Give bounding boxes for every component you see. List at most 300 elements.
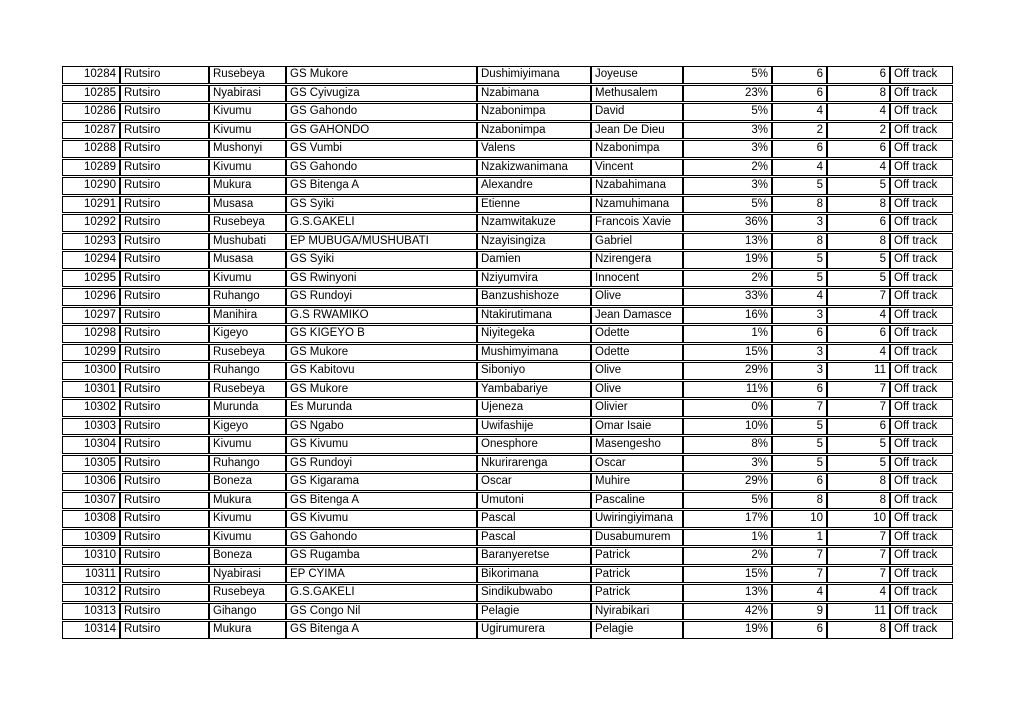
cell-district: Rutsiro	[120, 140, 209, 158]
cell-district: Rutsiro	[120, 177, 209, 195]
cell-score1: 2	[772, 122, 827, 140]
cell-surname: Onesphore	[477, 436, 591, 454]
cell-status: Off track	[890, 362, 953, 380]
cell-firstname: Nzamuhimana	[591, 196, 683, 214]
cell-district: Rutsiro	[120, 547, 209, 565]
cell-firstname: Pascaline	[591, 492, 683, 510]
cell-sector: Boneza	[209, 547, 286, 565]
table-row	[62, 381, 953, 399]
cell-sector: Mukura	[209, 621, 286, 639]
cell-score1: 8	[772, 196, 827, 214]
cell-district: Rutsiro	[120, 473, 209, 491]
cell-status: Off track	[890, 177, 953, 195]
cell-firstname: Francois Xavie	[591, 214, 683, 232]
cell-percent: 10%	[683, 418, 772, 436]
cell-id: 10295	[62, 270, 120, 288]
table-row	[62, 270, 953, 288]
cell-status: Off track	[890, 270, 953, 288]
cell-firstname: Dusabumurem	[591, 529, 683, 547]
cell-school: GS Kivumu	[286, 510, 477, 528]
cell-sector: Boneza	[209, 473, 286, 491]
cell-surname: Baranyeretse	[477, 547, 591, 565]
cell-id: 10314	[62, 621, 120, 639]
cell-percent: 42%	[683, 603, 772, 621]
table-row	[62, 436, 953, 454]
cell-surname: Pascal	[477, 529, 591, 547]
cell-id: 10291	[62, 196, 120, 214]
cell-school: GS Mukore	[286, 344, 477, 362]
cell-id: 10301	[62, 381, 120, 399]
cell-firstname: Nzabahimana	[591, 177, 683, 195]
cell-district: Rutsiro	[120, 103, 209, 121]
cell-status: Off track	[890, 122, 953, 140]
cell-district: Rutsiro	[120, 566, 209, 584]
cell-score2: 5	[827, 177, 890, 195]
cell-id: 10289	[62, 159, 120, 177]
cell-district: Rutsiro	[120, 159, 209, 177]
cell-school: GS Bitenga A	[286, 621, 477, 639]
cell-score1: 8	[772, 233, 827, 251]
cell-sector: Kivumu	[209, 529, 286, 547]
cell-school: GS Vumbi	[286, 140, 477, 158]
cell-sector: Rusebeya	[209, 381, 286, 399]
cell-firstname: Olive	[591, 288, 683, 306]
cell-firstname: Patrick	[591, 566, 683, 584]
cell-score1: 3	[772, 214, 827, 232]
cell-sector: Mushubati	[209, 233, 286, 251]
cell-district: Rutsiro	[120, 362, 209, 380]
cell-district: Rutsiro	[120, 325, 209, 343]
cell-district: Rutsiro	[120, 399, 209, 417]
cell-score2: 8	[827, 492, 890, 510]
cell-score2: 5	[827, 251, 890, 269]
cell-surname: Nzakizwanimana	[477, 159, 591, 177]
cell-id: 10292	[62, 214, 120, 232]
cell-status: Off track	[890, 584, 953, 602]
table-row	[62, 529, 953, 547]
cell-status: Off track	[890, 196, 953, 214]
cell-percent: 23%	[683, 85, 772, 103]
cell-status: Off track	[890, 325, 953, 343]
cell-school: GS Gahondo	[286, 529, 477, 547]
cell-score2: 7	[827, 529, 890, 547]
cell-sector: Rusebeya	[209, 584, 286, 602]
cell-status: Off track	[890, 621, 953, 639]
cell-school: GS Bitenga A	[286, 177, 477, 195]
cell-id: 10307	[62, 492, 120, 510]
cell-percent: 5%	[683, 492, 772, 510]
table-row	[62, 492, 953, 510]
cell-score2: 6	[827, 325, 890, 343]
cell-school: GS Gahondo	[286, 159, 477, 177]
table-body	[62, 66, 953, 639]
cell-status: Off track	[890, 547, 953, 565]
table-row	[62, 362, 953, 380]
cell-school: GS Gahondo	[286, 103, 477, 121]
cell-surname: Pascal	[477, 510, 591, 528]
cell-score2: 7	[827, 381, 890, 399]
cell-district: Rutsiro	[120, 603, 209, 621]
cell-sector: Kivumu	[209, 159, 286, 177]
cell-status: Off track	[890, 307, 953, 325]
cell-score2: 5	[827, 455, 890, 473]
cell-district: Rutsiro	[120, 418, 209, 436]
cell-district: Rutsiro	[120, 85, 209, 103]
cell-sector: Kivumu	[209, 436, 286, 454]
cell-firstname: Pelagie	[591, 621, 683, 639]
cell-score2: 6	[827, 140, 890, 158]
cell-status: Off track	[890, 603, 953, 621]
cell-sector: Kivumu	[209, 103, 286, 121]
cell-sector: Manihira	[209, 307, 286, 325]
cell-surname: Alexandre	[477, 177, 591, 195]
cell-sector: Kigeyo	[209, 418, 286, 436]
cell-district: Rutsiro	[120, 270, 209, 288]
cell-school: GS Rugamba	[286, 547, 477, 565]
cell-surname: Niyitegeka	[477, 325, 591, 343]
cell-firstname: Gabriel	[591, 233, 683, 251]
cell-score1: 10	[772, 510, 827, 528]
cell-status: Off track	[890, 251, 953, 269]
cell-percent: 1%	[683, 529, 772, 547]
table-row	[62, 584, 953, 602]
cell-surname: Etienne	[477, 196, 591, 214]
cell-status: Off track	[890, 214, 953, 232]
cell-district: Rutsiro	[120, 307, 209, 325]
cell-score1: 1	[772, 529, 827, 547]
cell-status: Off track	[890, 436, 953, 454]
cell-school: GS Ngabo	[286, 418, 477, 436]
cell-firstname: Nyirabikari	[591, 603, 683, 621]
cell-score1: 5	[772, 418, 827, 436]
cell-status: Off track	[890, 399, 953, 417]
cell-score1: 5	[772, 436, 827, 454]
cell-school: G.S.GAKELI	[286, 214, 477, 232]
cell-score2: 4	[827, 344, 890, 362]
cell-id: 10306	[62, 473, 120, 491]
cell-id: 10304	[62, 436, 120, 454]
cell-surname: Pelagie	[477, 603, 591, 621]
cell-percent: 17%	[683, 510, 772, 528]
cell-percent: 2%	[683, 547, 772, 565]
cell-district: Rutsiro	[120, 621, 209, 639]
cell-percent: 8%	[683, 436, 772, 454]
data-table-container	[62, 65, 953, 640]
cell-firstname: Oscar	[591, 455, 683, 473]
cell-score1: 5	[772, 270, 827, 288]
cell-sector: Rusebeya	[209, 214, 286, 232]
table-row	[62, 566, 953, 584]
cell-status: Off track	[890, 344, 953, 362]
cell-surname: Sindikubwabo	[477, 584, 591, 602]
cell-surname: Nkurirarenga	[477, 455, 591, 473]
cell-score2: 8	[827, 473, 890, 491]
cell-surname: Damien	[477, 251, 591, 269]
cell-score1: 6	[772, 473, 827, 491]
cell-id: 10297	[62, 307, 120, 325]
cell-percent: 5%	[683, 103, 772, 121]
cell-score2: 8	[827, 621, 890, 639]
cell-status: Off track	[890, 510, 953, 528]
cell-id: 10305	[62, 455, 120, 473]
cell-surname: Nziyumvira	[477, 270, 591, 288]
cell-score1: 7	[772, 547, 827, 565]
cell-surname: Nzamwitakuze	[477, 214, 591, 232]
cell-school: EP CYIMA	[286, 566, 477, 584]
cell-firstname: Odette	[591, 344, 683, 362]
cell-district: Rutsiro	[120, 436, 209, 454]
cell-score1: 7	[772, 399, 827, 417]
table-row	[62, 473, 953, 491]
table-row	[62, 547, 953, 565]
table-row	[62, 251, 953, 269]
cell-sector: Mushonyi	[209, 140, 286, 158]
cell-score1: 4	[772, 584, 827, 602]
cell-sector: Rusebeya	[209, 344, 286, 362]
cell-score2: 6	[827, 66, 890, 84]
cell-score2: 10	[827, 510, 890, 528]
table-row	[62, 159, 953, 177]
cell-sector: Kivumu	[209, 510, 286, 528]
cell-firstname: Vincent	[591, 159, 683, 177]
table-row	[62, 103, 953, 121]
cell-district: Rutsiro	[120, 122, 209, 140]
cell-sector: Nyabirasi	[209, 566, 286, 584]
cell-id: 10310	[62, 547, 120, 565]
cell-surname: Uwifashije	[477, 418, 591, 436]
cell-sector: Musasa	[209, 251, 286, 269]
table-row	[62, 325, 953, 343]
table-row	[62, 177, 953, 195]
cell-sector: Nyabirasi	[209, 85, 286, 103]
cell-score2: 4	[827, 159, 890, 177]
cell-status: Off track	[890, 418, 953, 436]
cell-score1: 4	[772, 103, 827, 121]
cell-id: 10308	[62, 510, 120, 528]
cell-score2: 6	[827, 214, 890, 232]
cell-percent: 36%	[683, 214, 772, 232]
cell-percent: 3%	[683, 177, 772, 195]
table-row	[62, 288, 953, 306]
cell-percent: 5%	[683, 196, 772, 214]
table-row	[62, 418, 953, 436]
cell-school: GS Kigarama	[286, 473, 477, 491]
cell-school: GS Mukore	[286, 66, 477, 84]
cell-district: Rutsiro	[120, 66, 209, 84]
cell-score2: 7	[827, 399, 890, 417]
cell-surname: Bikorimana	[477, 566, 591, 584]
cell-score1: 7	[772, 566, 827, 584]
cell-firstname: Jean Damasce	[591, 307, 683, 325]
cell-school: GS Syiki	[286, 196, 477, 214]
cell-district: Rutsiro	[120, 233, 209, 251]
cell-firstname: Methusalem	[591, 85, 683, 103]
cell-sector: Ruhango	[209, 455, 286, 473]
cell-score1: 6	[772, 381, 827, 399]
cell-score2: 4	[827, 307, 890, 325]
cell-school: GS Bitenga A	[286, 492, 477, 510]
cell-district: Rutsiro	[120, 492, 209, 510]
cell-score2: 5	[827, 436, 890, 454]
cell-score2: 2	[827, 122, 890, 140]
table-row	[62, 122, 953, 140]
cell-score2: 11	[827, 603, 890, 621]
cell-sector: Kigeyo	[209, 325, 286, 343]
cell-firstname: Joyeuse	[591, 66, 683, 84]
cell-district: Rutsiro	[120, 510, 209, 528]
cell-school: GS KIGEYO B	[286, 325, 477, 343]
cell-sector: Ruhango	[209, 362, 286, 380]
cell-id: 10285	[62, 85, 120, 103]
cell-status: Off track	[890, 529, 953, 547]
cell-firstname: Olive	[591, 362, 683, 380]
cell-status: Off track	[890, 381, 953, 399]
cell-school: GS Congo Nil	[286, 603, 477, 621]
table-row	[62, 196, 953, 214]
cell-id: 10284	[62, 66, 120, 84]
cell-firstname: Nzirengera	[591, 251, 683, 269]
cell-school: GS Rundoyi	[286, 455, 477, 473]
cell-district: Rutsiro	[120, 455, 209, 473]
cell-school: GS Mukore	[286, 381, 477, 399]
cell-sector: Mukura	[209, 177, 286, 195]
cell-surname: Umutoni	[477, 492, 591, 510]
cell-status: Off track	[890, 473, 953, 491]
cell-district: Rutsiro	[120, 529, 209, 547]
cell-score2: 4	[827, 103, 890, 121]
cell-school: GS Kabitovu	[286, 362, 477, 380]
table-row	[62, 66, 953, 84]
cell-percent: 13%	[683, 584, 772, 602]
cell-sector: Ruhango	[209, 288, 286, 306]
cell-firstname: Omar Isaie	[591, 418, 683, 436]
cell-district: Rutsiro	[120, 381, 209, 399]
cell-score2: 7	[827, 288, 890, 306]
cell-percent: 29%	[683, 473, 772, 491]
cell-score1: 3	[772, 344, 827, 362]
cell-score1: 4	[772, 288, 827, 306]
cell-firstname: Patrick	[591, 584, 683, 602]
cell-score1: 6	[772, 621, 827, 639]
cell-id: 10309	[62, 529, 120, 547]
cell-sector: Kivumu	[209, 122, 286, 140]
cell-surname: Oscar	[477, 473, 591, 491]
cell-score1: 5	[772, 251, 827, 269]
cell-surname: Mushimyimana	[477, 344, 591, 362]
cell-score2: 7	[827, 547, 890, 565]
cell-score1: 5	[772, 455, 827, 473]
cell-id: 10312	[62, 584, 120, 602]
cell-status: Off track	[890, 288, 953, 306]
table-row	[62, 621, 953, 639]
cell-status: Off track	[890, 492, 953, 510]
cell-score1: 5	[772, 177, 827, 195]
cell-score2: 11	[827, 362, 890, 380]
cell-score2: 8	[827, 196, 890, 214]
cell-percent: 16%	[683, 307, 772, 325]
cell-surname: Dushimiyimana	[477, 66, 591, 84]
cell-firstname: Muhire	[591, 473, 683, 491]
cell-school: EP MUBUGA/MUSHUBATI	[286, 233, 477, 251]
cell-school: G.S.GAKELI	[286, 584, 477, 602]
cell-firstname: Masengesho	[591, 436, 683, 454]
cell-school: GS Rundoyi	[286, 288, 477, 306]
cell-score1: 4	[772, 159, 827, 177]
cell-percent: 19%	[683, 621, 772, 639]
table-row	[62, 399, 953, 417]
cell-score2: 6	[827, 418, 890, 436]
cell-school: GS Syiki	[286, 251, 477, 269]
cell-firstname: Innocent	[591, 270, 683, 288]
cell-school: GS Cyivugiza	[286, 85, 477, 103]
cell-status: Off track	[890, 140, 953, 158]
cell-school: G.S RWAMIKO	[286, 307, 477, 325]
cell-percent: 2%	[683, 270, 772, 288]
cell-percent: 3%	[683, 455, 772, 473]
cell-score2: 8	[827, 85, 890, 103]
cell-id: 10300	[62, 362, 120, 380]
cell-percent: 19%	[683, 251, 772, 269]
cell-firstname: Uwiringiyimana	[591, 510, 683, 528]
cell-score1: 3	[772, 307, 827, 325]
cell-firstname: Patrick	[591, 547, 683, 565]
table-row	[62, 140, 953, 158]
cell-firstname: Nzabonimpa	[591, 140, 683, 158]
data-table	[62, 65, 953, 640]
cell-district: Rutsiro	[120, 251, 209, 269]
cell-status: Off track	[890, 566, 953, 584]
cell-firstname: Olivier	[591, 399, 683, 417]
cell-district: Rutsiro	[120, 344, 209, 362]
cell-percent: 2%	[683, 159, 772, 177]
cell-percent: 3%	[683, 122, 772, 140]
table-row	[62, 85, 953, 103]
cell-sector: Musasa	[209, 196, 286, 214]
cell-score2: 8	[827, 233, 890, 251]
cell-status: Off track	[890, 233, 953, 251]
cell-percent: 33%	[683, 288, 772, 306]
cell-status: Off track	[890, 103, 953, 121]
cell-id: 10302	[62, 399, 120, 417]
cell-district: Rutsiro	[120, 196, 209, 214]
table-row	[62, 307, 953, 325]
table-row	[62, 510, 953, 528]
cell-percent: 5%	[683, 66, 772, 84]
cell-surname: Banzushishoze	[477, 288, 591, 306]
cell-score1: 6	[772, 140, 827, 158]
cell-id: 10286	[62, 103, 120, 121]
cell-percent: 11%	[683, 381, 772, 399]
cell-id: 10293	[62, 233, 120, 251]
cell-id: 10290	[62, 177, 120, 195]
cell-id: 10287	[62, 122, 120, 140]
cell-district: Rutsiro	[120, 214, 209, 232]
cell-surname: Nzabonimpa	[477, 122, 591, 140]
cell-score2: 5	[827, 270, 890, 288]
cell-district: Rutsiro	[120, 584, 209, 602]
cell-id: 10311	[62, 566, 120, 584]
cell-id: 10299	[62, 344, 120, 362]
cell-surname: Nzabimana	[477, 85, 591, 103]
cell-surname: Ujeneza	[477, 399, 591, 417]
cell-school: GS GAHONDO	[286, 122, 477, 140]
cell-percent: 29%	[683, 362, 772, 380]
cell-status: Off track	[890, 85, 953, 103]
cell-percent: 0%	[683, 399, 772, 417]
cell-surname: Ntakirutimana	[477, 307, 591, 325]
cell-surname: Valens	[477, 140, 591, 158]
cell-status: Off track	[890, 159, 953, 177]
